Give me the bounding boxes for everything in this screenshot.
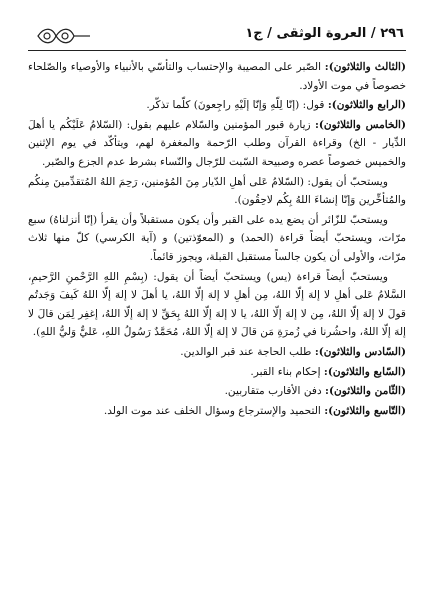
running-title: العروة الوثقى / ج١ — [245, 26, 367, 41]
paragraph-text: طلب الحاجة عند قبر الوالدين. — [180, 345, 315, 358]
running-header — [245, 26, 404, 41]
paragraph — [28, 211, 406, 267]
paragraph — [28, 268, 406, 342]
page-body — [28, 58, 406, 421]
page-header — [28, 24, 406, 51]
paragraph-heading: (السّادس والثلاثون): — [314, 345, 406, 358]
paragraph-heading: (الرابع والثلاثون): — [327, 99, 406, 112]
paragraph-text: قول: (إنّا لِلّهِ وَإنّا إلَيْهِ راجِعونَ) كلّما تذكّر. — [146, 99, 328, 112]
paragraph — [28, 116, 406, 172]
paragraph-text: ويستحبّ للزّائر أن يضع يده على القبر وأن يكون مستقبلاً وأن يقرأ (إنّا أنزلناهُ) سبع مرّات، ويستحبّ أيضاً قراءة (الحمد) و (المعوّذتين) و (آية الكرسي) كلّ منها ثلاث مرّات، والأولى أن يكون جالساً مستقبل القبلة، ويجوز قائماً. — [28, 213, 406, 263]
paragraph-heading: (السّابع والثلاثون): — [323, 365, 406, 378]
paragraph — [28, 363, 406, 382]
paragraph-text: ويستحبّ أيضاً قراءة (يس) ويستحبّ أيضاً أن يقول: (بِسْمِ اللهِ الرَّحْمنِ الرَّحيمِ، السَّلامُ عَلى أهلِ لا إلهَ إلّا اللهُ، مِن أهلِ لا إلهَ إلّا اللهُ، يا أهلَ لا إلهَ إلّا اللهُ كَيفَ وَجَدتُم قولَ لا إلهَ إلّا اللهُ، مِن لا إلهَ إلّا اللهُ، يا لا إلهَ إلّا اللهُ بِحَقِّ لا إلهَ إلّا اللهُ، إغفِر لِمَن قالَ لا إلهَ إلّا اللهُ، واحشُرنا في زُمرَةِ مَن قالَ لا إلهَ إلّا اللهُ، مُحَمَّدٌ رَسُولُ اللهِ، عَليٌّ وَليُّ اللهِ). — [28, 270, 406, 339]
paragraph — [28, 382, 406, 401]
paragraph — [28, 343, 406, 362]
paragraph-heading: (الثّامن والثلاثون): — [325, 385, 406, 398]
paragraph-text: دفن الأقارب متقاربين. — [224, 385, 326, 398]
page-number: ٢٩٦ — [380, 26, 404, 41]
paragraph-text: إحكام بناء القبر. — [250, 365, 324, 378]
paragraph-text: زيارة قبور المؤمنين والسّلام عليهم بقول: (السّلامُ عَلَيْكُم يا أهلَ الدِّيار - الخ) وقراءة القرآن وطلب الرّحمة والمغفرة لهم، ويتأكّد في يوم الإثنين والخميس خصوصاً عصره وصبيحة السّبت للرّجال والنّساء بشرط عدم الجزع والصّبر. — [28, 118, 406, 168]
paragraph-heading: (التّاسع والثلاثون): — [324, 404, 406, 417]
ornament-icon — [34, 25, 94, 47]
header-separator: / — [370, 26, 376, 41]
paragraph — [28, 58, 406, 95]
paragraph-text: التحميد والإسترجاع وسؤال الخلف عند موت الولد. — [103, 404, 325, 417]
paragraph-text: ويستحبّ أن يقول: (السّلامُ عَلى أهلِ الدّيار مِنَ المُؤمنين، رَحِمَ اللهُ المُتقدِّمينَ مِنكُم والمُتأخِّرين وَإنّا إنشاءَ اللهُ بِكُم لاحِقُون). — [28, 175, 406, 207]
paragraph-text: الصّبر على المصيبة والإحتساب والتأسّي بالأنبياء والأوصياء والصّلحاء خصوصاً في موت الأولاد. — [28, 61, 406, 92]
paragraph — [28, 96, 406, 115]
paragraph — [28, 173, 406, 210]
paragraph-heading: (الثالث والثلاثون): — [324, 61, 406, 73]
paragraph-heading: (الخامس والثلاثون): — [314, 118, 406, 131]
paragraph — [28, 402, 406, 421]
